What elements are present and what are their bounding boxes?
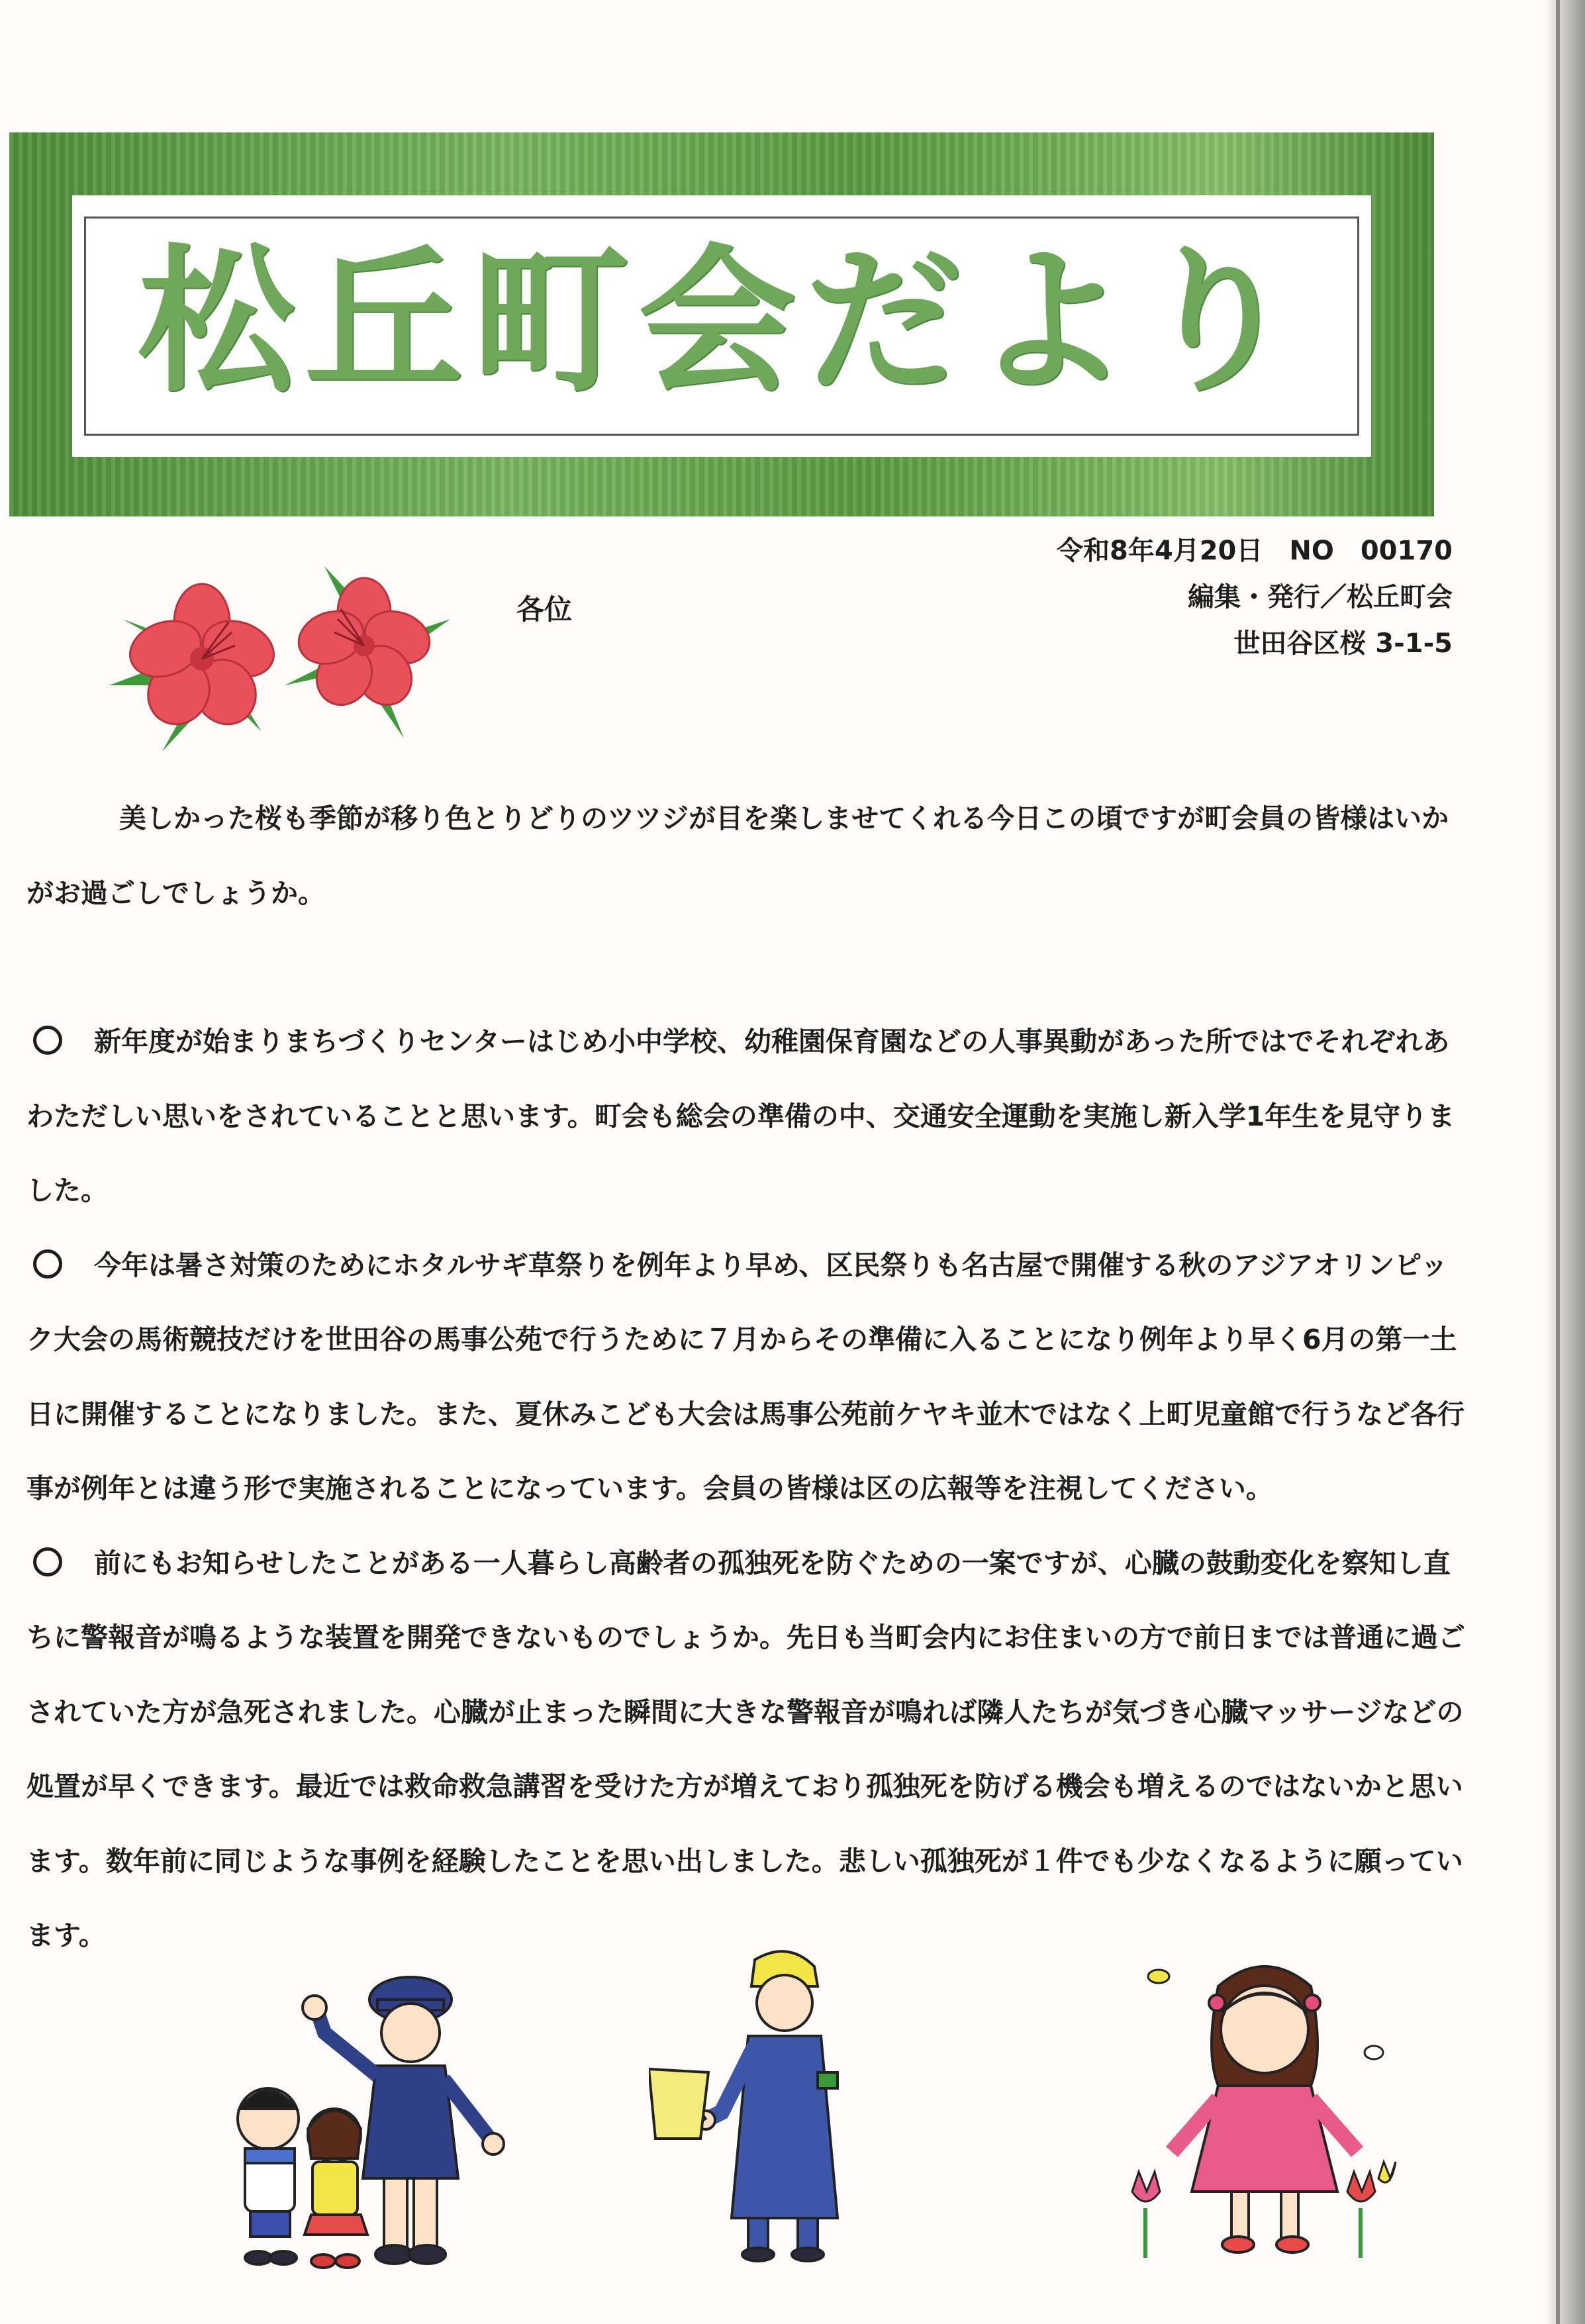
publisher-address: 世田谷区桜 3-1-5	[1233, 628, 1453, 659]
azalea-flowers-icon	[106, 543, 450, 755]
news-item-1	[26, 1004, 1470, 1228]
scan-edge-line	[1556, 0, 1560, 2324]
newsletter-body	[26, 781, 1470, 1973]
masthead-frame	[84, 217, 1359, 436]
masthead-inner-panel	[72, 195, 1371, 457]
newsletter-title: 松丘町会だより	[138, 230, 1306, 414]
news-item-3-text: 前にもお知らせしたことがある一人暮らし高齢者の孤独死を防ぐための一案ですが、心臓の鼓動変化を察知し直ちに警報音が鳴るような装置を開発できないものでしょうか。先日も当町会内にお住まいの方で前日までは普通に過ごされていた方が急死されました。心臓が止まった瞬間に大きな警報音が鳴れば隣人たちが気づき心臓マッサージなどの処置が早くできます。最近では救命救急講習を受けた方が増えており孤独死を防げる機会も増えるのではないかと思います。数年前に同じような事例を経験したことを思い出しました。悲しい孤独死が１件でも少なくなるように願っています。	[26, 1547, 1465, 1951]
news-item-2-text: 今年は暑さ対策のためにホタルサギ草祭りを例年より早め、区民祭りも名古屋で開催する秋のアジアオリンピック大会の馬術競技だけを世田谷の馬事公苑で行うために７月からその準備に入ることになり例年より早く6月の第一土日に開催することになりました。また、夏休みこども大会は馬事公苑前ケヤキ並木ではなく上町児童館で行うなど各行事が例年とは違う形で実施されることになっています。会員の皆様は区の広報等を注視してください。	[26, 1249, 1465, 1504]
scan-edge-shadow	[1545, 0, 1585, 2324]
azalea-flower-left	[109, 584, 281, 751]
publisher: 編集・発行／松丘町会	[1188, 582, 1453, 612]
salutation: 各位	[516, 593, 573, 626]
circle-bullet-icon	[33, 1026, 62, 1055]
news-item-2	[26, 1228, 1470, 1526]
intro-paragraph: 美しかった桜も季節が移り色とりどりのツツジが目を楽しませてくれる今日この頃ですが町会員の皆様はいかがお過ごしでしょうか。	[26, 802, 1449, 909]
azalea-flower-right	[285, 566, 450, 738]
police-officer-children-icon	[225, 1960, 510, 2271]
news-item-3	[26, 1526, 1470, 1973]
issue-date-number: 令和8年4月20日 NO 00170	[1057, 536, 1453, 566]
girl-with-flowers-icon	[1119, 1953, 1397, 2264]
news-item-1-text: 新年度が始まりまちづくりセンターはじめ小中学校、幼稚園保育園などの人事異動があった所ではでそれぞれあわただしい思いをされていることと思います。町会も総会の準備の中、交通安全運動を実施し新入学1年生を見守りました。	[26, 1026, 1455, 1206]
circle-bullet-icon	[33, 1249, 62, 1279]
masthead-banner	[9, 132, 1434, 516]
crossing-guard-flag-icon	[649, 1940, 887, 2264]
circle-bullet-icon	[33, 1547, 62, 1576]
